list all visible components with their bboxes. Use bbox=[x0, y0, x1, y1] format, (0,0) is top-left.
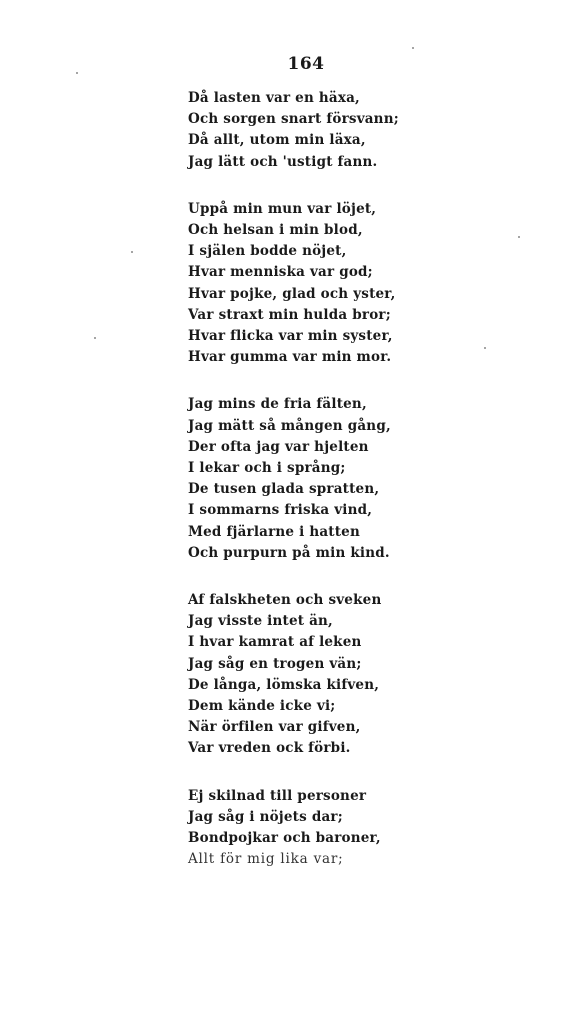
paper-speck bbox=[131, 251, 133, 253]
stanza-2 bbox=[188, 199, 508, 369]
poem-line: Bondpojkar och baroner, bbox=[188, 830, 381, 847]
paper-speck bbox=[412, 47, 414, 49]
poem-line: I själen bodde nöjet, bbox=[188, 243, 347, 260]
poem-line: Jag mätt så mången gång, bbox=[188, 417, 391, 434]
poem-line: När örfilen var gifven, bbox=[188, 719, 361, 736]
poem-line: Der ofta jag var hjelten bbox=[188, 438, 369, 455]
poem bbox=[188, 88, 508, 897]
poem-line: Jag visste intet än, bbox=[188, 613, 333, 630]
stanza-5 bbox=[188, 786, 508, 871]
poem-line: Jag mins de fria fälten, bbox=[188, 396, 367, 413]
poem-line: Jag lätt och 'ustigt fann. bbox=[188, 153, 378, 170]
poem-line: De tusen glada spratten, bbox=[188, 481, 380, 498]
poem-line: Jag såg i nöjets dar; bbox=[188, 808, 343, 825]
poem-line: Med fjärlarne i hatten bbox=[188, 523, 360, 540]
poem-line: Hvar flicka var min syster, bbox=[188, 328, 393, 345]
paper-speck bbox=[484, 347, 486, 349]
poem-line: De långa, lömska kifven, bbox=[188, 676, 380, 693]
poem-line: Var vreden ock förbi. bbox=[188, 740, 351, 757]
poem-line: Och sorgen snart försvann; bbox=[188, 111, 399, 128]
paper-speck bbox=[518, 236, 520, 238]
poem-line: Ej skilnad till personer bbox=[188, 787, 367, 804]
poem-line: I sommarns friska vind, bbox=[188, 502, 373, 519]
poem-line: Hvar gumma var min mor. bbox=[188, 349, 392, 366]
poem-line: Uppå min mun var löjet, bbox=[188, 200, 377, 217]
poem-line: Då lasten var en häxa, bbox=[188, 90, 360, 106]
poem-line: Och purpurn på min kind. bbox=[188, 544, 390, 561]
poem-line: Af falskheten och sveken bbox=[188, 592, 382, 609]
poem-line: Allt för mig lika var; bbox=[188, 851, 344, 868]
poem-line: Hvar pojke, glad och yster, bbox=[188, 285, 396, 302]
poem-line: Och helsan i min blod, bbox=[188, 222, 363, 239]
poem-line: Dem kände icke vi; bbox=[188, 698, 336, 715]
poem-line: Jag såg en trogen vän; bbox=[188, 655, 362, 672]
stanza-1 bbox=[188, 88, 508, 173]
poem-line: Hvar menniska var god; bbox=[188, 264, 373, 281]
paper-speck bbox=[76, 72, 78, 74]
poem-line: I lekar och i språng; bbox=[188, 460, 346, 477]
poem-line: Då allt, utom min läxa, bbox=[188, 132, 366, 149]
poem-line: Var straxt min hulda bror; bbox=[188, 306, 391, 323]
poem-line: I hvar kamrat af leken bbox=[188, 634, 362, 651]
stanza-3 bbox=[188, 394, 508, 564]
page-number: 164 bbox=[287, 54, 325, 74]
stanza-4 bbox=[188, 590, 508, 760]
paper-speck bbox=[94, 337, 96, 339]
